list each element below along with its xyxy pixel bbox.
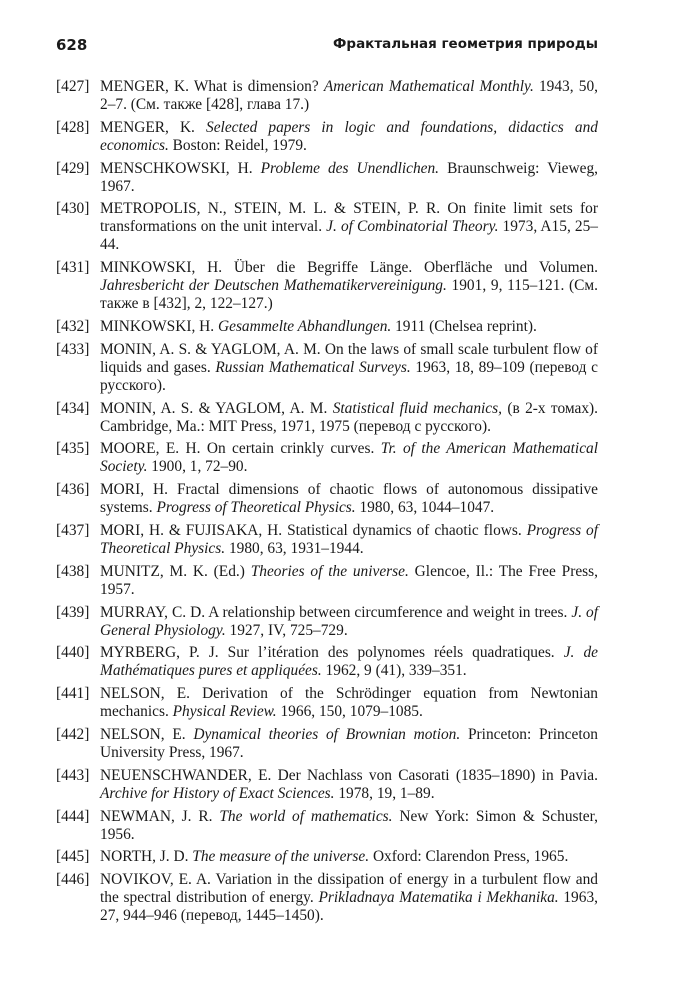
reference-text-segment: 1901, 9, 115–121. (См. также в [432], 2, 122–127.) xyxy=(100,277,598,313)
reference-text xyxy=(100,726,598,762)
reference-text-segment: METROPOLIS, N., STEIN, M. L. & STEIN, P. R. On finite limit sets for transformations on the unit interval. xyxy=(100,200,598,236)
reference-title-italic: Physical Review. xyxy=(172,703,277,721)
reference-entry xyxy=(56,848,598,866)
reference-text xyxy=(100,440,598,476)
reference-title-italic: Jahresbericht der Deutschen Mathematikervereinigung. xyxy=(100,277,447,295)
reference-number: [441] xyxy=(56,685,90,703)
reference-entry xyxy=(56,685,598,721)
reference-text-segment: Glencoe, Il.: The Free Press, 1957. xyxy=(100,562,598,598)
reference-number: [433] xyxy=(56,340,90,358)
reference-text-segment: NEWMAN, J. R. xyxy=(100,807,220,825)
reference-text-segment: MYRBERG, P. J. Sur l’itération des polynomes réels quadratiques. xyxy=(100,644,564,662)
reference-text-segment: MENGER, K. xyxy=(100,118,207,136)
reference-text xyxy=(100,685,598,721)
reference-entry xyxy=(56,119,598,155)
reference-entry xyxy=(56,200,598,254)
reference-text-segment: MOORE, E. H. On certain crinkly curves. xyxy=(100,440,381,458)
reference-number: [443] xyxy=(56,766,90,784)
reference-text xyxy=(100,119,598,155)
reference-number: [432] xyxy=(56,317,90,335)
reference-text xyxy=(100,200,598,254)
reference-number: [445] xyxy=(56,848,90,866)
reference-title-italic: Tr. of the American Mathematical Society. xyxy=(100,440,599,476)
reference-text xyxy=(100,341,598,395)
reference-text-segment: 1943, 50, 2–7. (См. также [428], глава 17.) xyxy=(100,78,598,113)
reference-title-italic: Theories of the universe. xyxy=(250,562,409,580)
reference-text xyxy=(100,604,598,640)
reference-text xyxy=(100,522,598,558)
reference-entry xyxy=(56,160,598,196)
reference-text-segment: MINKOWSKI, H. xyxy=(100,317,218,335)
reference-title-italic: The measure of the universe. xyxy=(192,848,370,866)
reference-title-italic: J. of General Physiology. xyxy=(100,603,599,639)
reference-text-segment: NOVIKOV, E. A. Variation in the dissipation of energy in a turbulent flow and the spectral distribution of energy. xyxy=(100,871,598,907)
reference-text xyxy=(100,848,598,866)
reference-text-segment: MUNITZ, M. K. (Ed.) xyxy=(100,562,251,580)
reference-entry xyxy=(56,808,598,844)
reference-text-segment: NEUENSCHWANDER, E. Der Nachlass von Casorati (1835–1890) in Pavia. xyxy=(100,766,598,784)
reference-title-italic: The world of mathematics. xyxy=(219,807,393,825)
reference-number: [446] xyxy=(56,871,90,889)
reference-text-segment: 1978, 19, 1–89. xyxy=(334,784,435,802)
reference-title-italic: J. of Combinatorial Theory. xyxy=(326,218,499,236)
reference-text xyxy=(100,563,598,599)
reference-text-segment: MENSCHKOWSKI, H. xyxy=(100,159,261,177)
reference-text-segment: Oxford: Clarendon Press, 1965. xyxy=(369,848,569,866)
reference-number: [427] xyxy=(56,78,90,95)
reference-number: [444] xyxy=(56,807,90,825)
reference-entry xyxy=(56,318,598,336)
reference-text-segment: NELSON, E. Derivation of the Schrödinger equation from Newtonian mechanics. xyxy=(100,685,598,721)
reference-entry xyxy=(56,604,598,640)
reference-entry xyxy=(56,341,598,395)
reference-title-italic: Gesammelte Abhandlungen. xyxy=(218,317,392,335)
reference-number: [439] xyxy=(56,603,90,621)
reference-text xyxy=(100,808,598,844)
reference-entry xyxy=(56,644,598,680)
reference-title-italic: J. de Mathématiques pures et appliquées. xyxy=(100,644,598,680)
page-number: 628 xyxy=(56,36,88,54)
reference-text xyxy=(100,644,598,680)
reference-text-segment: New York: Simon & Schuster, 1956. xyxy=(100,807,598,843)
reference-text-segment: 1927, IV, 725–729. xyxy=(225,621,348,639)
reference-title-italic: Progress of Theoretical Physics. xyxy=(100,521,598,557)
reference-number: [438] xyxy=(56,562,90,580)
reference-text-segment: NELSON, E. xyxy=(100,725,194,743)
reference-entry xyxy=(56,767,598,803)
reference-text xyxy=(100,481,598,517)
reference-text-segment: MORI, H. Fractal dimensions of chaotic flows of autonomous dissipative systems. xyxy=(100,481,598,517)
reference-title-italic: Progress of Theoretical Physics. xyxy=(156,499,356,517)
reference-title-italic: Prikladnaya Matematika i Mekhanika. xyxy=(318,889,559,907)
reference-text xyxy=(100,871,598,925)
reference-entry xyxy=(56,522,598,558)
reference-text-segment: Braunschweig: Vieweg, 1967. xyxy=(100,159,598,195)
reference-text-segment: 1963, 18, 89–109 (перевод с русского). xyxy=(100,358,599,394)
reference-title-italic: Probleme des Unendlichen. xyxy=(260,159,440,177)
reference-text-segment: (в 2-х томах). Cambridge, Ma.: MIT Press, 1971, 1975 (перевод с русского). xyxy=(100,399,598,435)
running-title: Фрактальная геометрия природы xyxy=(333,36,598,52)
reference-entry xyxy=(56,400,598,436)
reference-text-segment: 1980, 63, 1931–1944. xyxy=(225,539,364,557)
reference-entry xyxy=(56,563,598,599)
reference-text-segment: 1966, 150, 1079–1085. xyxy=(276,703,423,721)
reference-title-italic: Selected papers in logic and foundations, didactics and economics. xyxy=(100,118,598,154)
reference-text xyxy=(100,400,598,436)
reference-text-segment: 1973, A15, 25–44. xyxy=(100,218,598,254)
reference-text-segment: 1980, 63, 1044–1047. xyxy=(355,499,495,517)
reference-entry xyxy=(56,440,598,476)
reference-entry xyxy=(56,726,598,762)
reference-number: [435] xyxy=(56,440,90,458)
reference-text xyxy=(100,259,598,313)
reference-text-segment: MORI, H. & FUJISAKA, H. Statistical dynamics of chaotic flows. xyxy=(100,521,527,539)
reference-list xyxy=(56,78,598,930)
reference-number: [430] xyxy=(56,200,90,218)
reference-number: [431] xyxy=(56,259,90,277)
reference-title-italic: Dynamical theories of Brownian motion. xyxy=(193,725,461,743)
reference-text-segment: MURRAY, C. D. A relationship between circumference and weight in trees. xyxy=(100,603,572,621)
reference-number: [434] xyxy=(56,399,90,417)
reference-title-italic: American Mathematical Monthly. xyxy=(323,78,534,95)
reference-text-segment: 1962, 9 (41), 339–351. xyxy=(321,662,467,680)
reference-entry xyxy=(56,259,598,313)
reference-text xyxy=(100,78,598,114)
reference-number: [440] xyxy=(56,644,90,662)
reference-text xyxy=(100,318,598,336)
reference-text-segment: 1963, 27, 944–946 (перевод, 1445–1450). xyxy=(100,889,598,925)
reference-text-segment: 1911 (Chelsea reprint). xyxy=(391,317,537,335)
reference-text xyxy=(100,160,598,196)
reference-text-segment: MONIN, A. S. & YAGLOM, A. M. On the laws of small scale turbulent flow of liquids and gases. xyxy=(100,340,598,376)
reference-text-segment: MENGER, K. What is dimension? xyxy=(100,78,324,95)
reference-title-italic: Russian Mathematical Surveys. xyxy=(215,358,411,376)
reference-text-segment: Boston: Reidel, 1979. xyxy=(168,136,307,154)
reference-text-segment: 1900, 1, 72–90. xyxy=(147,458,248,476)
reference-title-italic: Statistical fluid mechanics, xyxy=(332,399,502,417)
reference-entry xyxy=(56,78,598,114)
reference-entry xyxy=(56,871,598,925)
reference-text-segment: MONIN, A. S. & YAGLOM, A. M. xyxy=(100,399,333,417)
reference-text-segment: NORTH, J. D. xyxy=(100,848,193,866)
reference-number: [436] xyxy=(56,481,90,499)
reference-title-italic: Archive for History of Exact Sciences. xyxy=(100,784,335,802)
reference-number: [442] xyxy=(56,725,90,743)
reference-entry xyxy=(56,481,598,517)
reference-text-segment: MINKOWSKI, H. Über die Begriffe Länge. Oberfläche und Volumen. xyxy=(100,259,598,277)
reference-number: [428] xyxy=(56,118,90,136)
reference-number: [437] xyxy=(56,521,90,539)
reference-text-segment: Princeton: Princeton University Press, 1967. xyxy=(100,725,599,761)
reference-text xyxy=(100,767,598,803)
reference-number: [429] xyxy=(56,159,90,177)
page-header xyxy=(56,36,598,56)
